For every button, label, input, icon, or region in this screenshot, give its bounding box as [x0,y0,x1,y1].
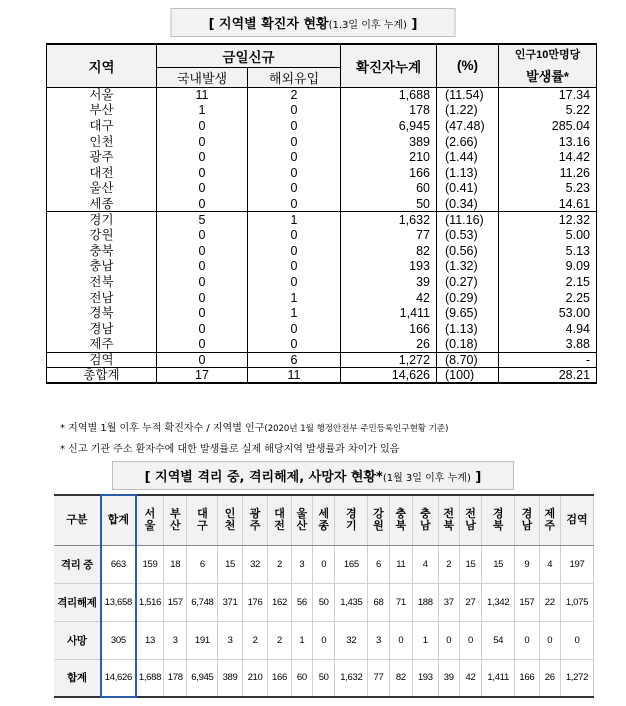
domestic-cell: 5 [157,212,248,228]
cumulative-cell: 1,688 [341,87,437,103]
overseas-cell: 0 [248,149,341,165]
value-cell: 157 [164,583,187,621]
table-row [47,165,597,181]
column-header-label: 경남 [521,508,533,533]
table-row [47,274,597,290]
percent-cell: (8.70) [437,352,499,368]
table-row [47,368,597,384]
percent-cell: (2.66) [437,134,499,150]
column-header-label: 전북 [443,508,455,533]
table-row [47,259,597,275]
region-cell: 경북 [47,305,157,321]
column-header [291,495,312,545]
percent-cell: (0.34) [437,196,499,212]
column-header-label: 구분 [66,514,88,527]
row-label: 합계 [54,659,101,697]
region-cell: 인천 [47,134,157,150]
value-cell: 15 [482,545,515,583]
section1-title-end: ] [406,17,418,32]
cumulative-cell: 1,272 [341,352,437,368]
value-cell: 1,435 [335,583,368,621]
cumulative-cell: 39 [341,274,437,290]
value-cell: 6 [368,545,389,583]
value-cell: 197 [560,545,593,583]
rate-cell: 14.61 [499,196,597,212]
value-cell: 3 [218,621,242,659]
header-cumulative: 확진자누계 [341,44,437,87]
value-cell: 32 [242,545,268,583]
rate-cell: 9.09 [499,259,597,275]
cumulative-cell: 210 [341,149,437,165]
table-row [54,583,594,621]
column-header [459,495,481,545]
rate-cell: 53.00 [499,305,597,321]
domestic-cell: 0 [157,243,248,259]
percent-cell: (0.29) [437,290,499,306]
overseas-cell: 0 [248,274,341,290]
value-cell: 166 [515,659,539,697]
value-cell: 26 [539,659,560,697]
table-row [47,243,597,259]
value-cell: 4 [539,545,560,583]
column-header [539,495,560,545]
percent-cell: (1.44) [437,149,499,165]
percent-cell: (11.54) [437,87,499,103]
cumulative-cell: 77 [341,227,437,243]
value-cell: 178 [164,659,187,697]
region-cell: 울산 [47,181,157,197]
overseas-cell: 0 [248,337,341,353]
value-cell: 176 [242,583,268,621]
percent-cell: (11.16) [437,212,499,228]
cumulative-cell: 42 [341,290,437,306]
overseas-cell: 0 [248,227,341,243]
footnote-1 [60,419,448,434]
region-cell: 충남 [47,259,157,275]
value-cell: 54 [482,621,515,659]
table-row [54,545,594,583]
column-header-label: 인천 [224,508,236,533]
value-cell: 2 [268,545,291,583]
column-header-label: 대전 [274,508,285,533]
value-cell: 13 [136,621,164,659]
footnote-1-main: * 지역별 1월 이후 누적 확진자수 / 지역별 인구 [60,423,265,434]
section1-title-sub: (1.3일 이후 누계) [328,20,407,31]
percent-cell: (0.53) [437,227,499,243]
value-cell: 37 [438,583,459,621]
value-cell: 1,075 [560,583,593,621]
value-cell: 0 [313,621,335,659]
header-rate-line1: 인구10만명당 [514,49,581,62]
value-cell: 3 [291,545,312,583]
table-row [47,87,597,103]
table-row [47,196,597,212]
rate-cell: 28.21 [499,368,597,384]
value-cell: 15 [218,545,242,583]
value-cell: 0 [459,621,481,659]
section2-title-sub: (1월 3일 이후 누계) [382,473,471,484]
domestic-cell: 0 [157,290,248,306]
column-header [515,495,539,545]
column-header [560,495,593,545]
domestic-cell: 0 [157,274,248,290]
table-row [47,337,597,353]
cumulative-cell: 26 [341,337,437,353]
value-cell: 389 [218,659,242,697]
column-header-label: 합계 [107,514,129,527]
column-header [218,495,242,545]
overseas-cell: 11 [248,368,341,384]
column-header-label: 충북 [395,508,407,533]
domestic-cell: 17 [157,368,248,384]
table-row [47,321,597,337]
column-header [136,495,164,545]
value-cell: 188 [413,583,439,621]
percent-cell: (1.13) [437,165,499,181]
column-header [187,495,218,545]
value-cell: 1 [291,621,312,659]
column-header [389,495,412,545]
region-cell: 총합계 [47,368,157,384]
section2-title-main: [ 지역별 격리 중, 격리해제, 사망자 현황* [144,470,383,485]
total-cell: 663 [101,545,136,583]
row-label: 격리해제 [54,583,101,621]
value-cell: 1,411 [482,659,515,697]
table-row [47,149,597,165]
percent-cell: (1.13) [437,321,499,337]
value-cell: 27 [459,583,481,621]
region-cell: 전북 [47,274,157,290]
confirmed-cases-table [46,43,597,384]
percent-cell: (47.48) [437,118,499,134]
value-cell: 18 [164,545,187,583]
footnote-1-small: (2020년 1월 행정안전부 주민등록인구현황 기준) [264,424,449,434]
overseas-cell: 0 [248,243,341,259]
value-cell: 162 [268,583,291,621]
cumulative-cell: 50 [341,196,437,212]
value-cell: 4 [413,545,439,583]
value-cell: 77 [368,659,389,697]
domestic-cell: 0 [157,149,248,165]
domestic-cell: 11 [157,87,248,103]
value-cell: 1,632 [335,659,368,697]
column-header-label: 부산 [169,508,181,533]
domestic-cell: 0 [157,181,248,197]
value-cell: 60 [291,659,312,697]
value-cell: 22 [539,583,560,621]
cumulative-cell: 1,632 [341,212,437,228]
section1-title-main: [ 지역별 확진자 현황 [208,17,329,32]
section2-title [112,461,514,490]
percent-cell: (0.56) [437,243,499,259]
header-new-today: 금일신규 [157,44,341,67]
domestic-cell: 0 [157,227,248,243]
value-cell: 165 [335,545,368,583]
column-header [313,495,335,545]
domestic-cell: 1 [157,103,248,119]
region-cell: 대전 [47,165,157,181]
rate-cell: 14.42 [499,149,597,165]
total-cell: 305 [101,621,136,659]
rate-cell: 5.00 [499,227,597,243]
percent-cell: (1.32) [437,259,499,275]
overseas-cell: 0 [248,196,341,212]
table-row [47,290,597,306]
table-row [54,659,594,697]
value-cell: 42 [459,659,481,697]
value-cell: 1,516 [136,583,164,621]
region-cell: 제주 [47,337,157,353]
column-header-label: 경기 [346,508,357,533]
header-overseas: 해외유입 [248,67,341,87]
value-cell: 0 [560,621,593,659]
overseas-cell: 1 [248,212,341,228]
percent-cell: (0.27) [437,274,499,290]
total-cell: 13,658 [101,583,136,621]
value-cell: 2 [438,545,459,583]
value-cell: 11 [389,545,412,583]
value-cell: 50 [313,583,335,621]
column-header-label: 광주 [249,508,261,533]
column-header-label: 경북 [492,508,504,533]
value-cell: 3 [164,621,187,659]
percent-cell: (0.41) [437,181,499,197]
confirmed-cases-body [47,87,597,383]
table-row [47,134,597,150]
column-header-label: 검역 [566,514,588,527]
region-cell: 충북 [47,243,157,259]
row-label: 사망 [54,621,101,659]
overseas-cell: 6 [248,352,341,368]
region-cell: 경남 [47,321,157,337]
rate-cell: 13.16 [499,134,597,150]
region-cell: 검역 [47,352,157,368]
domestic-cell: 0 [157,352,248,368]
column-header-label: 제주 [544,508,556,533]
percent-cell: (100) [437,368,499,384]
column-header [268,495,291,545]
rate-cell: 5.22 [499,103,597,119]
overseas-cell: 0 [248,118,341,134]
value-cell: 3 [368,621,389,659]
value-cell: 157 [515,583,539,621]
domestic-cell: 0 [157,337,248,353]
total-cell: 14,626 [101,659,136,697]
isolation-status-body [54,545,594,697]
overseas-cell: 0 [248,103,341,119]
rate-cell: 17.34 [499,87,597,103]
column-header [335,495,368,545]
column-header-label: 강원 [373,508,384,533]
domestic-cell: 0 [157,165,248,181]
overseas-cell: 0 [248,181,341,197]
column-header-label: 서울 [144,508,156,533]
header-rate-line2: 발생률* [526,69,569,85]
rate-cell: 4.94 [499,321,597,337]
rate-cell: - [499,352,597,368]
column-header [54,495,101,545]
cumulative-cell: 166 [341,165,437,181]
value-cell: 1,272 [560,659,593,697]
column-header-label: 울산 [296,508,308,533]
value-cell: 159 [136,545,164,583]
value-cell: 32 [335,621,368,659]
column-header [438,495,459,545]
value-cell: 1,688 [136,659,164,697]
overseas-cell: 1 [248,290,341,306]
value-cell: 371 [218,583,242,621]
value-cell: 15 [459,545,481,583]
region-cell: 경기 [47,212,157,228]
column-header-label: 충남 [419,508,431,533]
footnote-2: * 신고 기관 주소 환자수에 대한 발생률로 실제 해당지역 발생률과 차이가 있음 [60,444,400,455]
isolation-status-table [54,494,594,698]
column-header [242,495,268,545]
value-cell: 166 [268,659,291,697]
rate-cell: 5.23 [499,181,597,197]
header-rate [499,44,597,87]
value-cell: 191 [187,621,218,659]
value-cell: 0 [313,545,335,583]
section1-title [171,8,456,37]
value-cell: 82 [389,659,412,697]
domestic-cell: 0 [157,321,248,337]
section2-title-end: ] [470,470,482,485]
value-cell: 0 [389,621,412,659]
overseas-cell: 2 [248,87,341,103]
rate-cell: 5.13 [499,243,597,259]
column-header [368,495,389,545]
header-domestic: 국내발생 [157,67,248,87]
table-row [47,352,597,368]
value-cell: 6,945 [187,659,218,697]
region-cell: 강원 [47,227,157,243]
value-cell: 0 [539,621,560,659]
value-cell: 1 [413,621,439,659]
value-cell: 9 [515,545,539,583]
domestic-cell: 0 [157,118,248,134]
row-label: 격리 중 [54,545,101,583]
cumulative-cell: 389 [341,134,437,150]
value-cell: 56 [291,583,312,621]
value-cell: 1,342 [482,583,515,621]
header-percent: (%) [437,44,499,87]
cumulative-cell: 14,626 [341,368,437,384]
column-header-label: 세종 [318,508,329,533]
cumulative-cell: 1,411 [341,305,437,321]
value-cell: 68 [368,583,389,621]
rate-cell: 11.26 [499,165,597,181]
cumulative-cell: 60 [341,181,437,197]
isolation-header-row [54,495,594,545]
table-row [47,227,597,243]
domestic-cell: 0 [157,305,248,321]
region-cell: 대구 [47,118,157,134]
domestic-cell: 0 [157,196,248,212]
table-row [47,181,597,197]
value-cell: 6,748 [187,583,218,621]
region-cell: 서울 [47,87,157,103]
column-header [413,495,439,545]
region-cell: 세종 [47,196,157,212]
header-region: 지역 [47,44,157,87]
column-header-label: 대구 [197,508,208,533]
cumulative-cell: 82 [341,243,437,259]
domestic-cell: 0 [157,259,248,275]
value-cell: 0 [515,621,539,659]
column-header-label: 전남 [465,508,476,533]
overseas-cell: 0 [248,321,341,337]
region-cell: 광주 [47,149,157,165]
overseas-cell: 0 [248,134,341,150]
cumulative-cell: 6,945 [341,118,437,134]
column-header [164,495,187,545]
rate-cell: 285.04 [499,118,597,134]
region-cell: 부산 [47,103,157,119]
cumulative-cell: 178 [341,103,437,119]
value-cell: 39 [438,659,459,697]
value-cell: 210 [242,659,268,697]
percent-cell: (1.22) [437,103,499,119]
percent-cell: (0.18) [437,337,499,353]
overseas-cell: 0 [248,165,341,181]
overseas-cell: 0 [248,259,341,275]
value-cell: 193 [413,659,439,697]
rate-cell: 12.32 [499,212,597,228]
value-cell: 50 [313,659,335,697]
region-cell: 전남 [47,290,157,306]
table-row [47,118,597,134]
value-cell: 6 [187,545,218,583]
table-row [54,621,594,659]
value-cell: 71 [389,583,412,621]
column-header [101,495,136,545]
table-row [47,212,597,228]
table-row [47,305,597,321]
overseas-cell: 1 [248,305,341,321]
percent-cell: (9.65) [437,305,499,321]
table-row [47,103,597,119]
cumulative-cell: 166 [341,321,437,337]
value-cell: 2 [268,621,291,659]
rate-cell: 3.88 [499,337,597,353]
value-cell: 0 [438,621,459,659]
rate-cell: 2.25 [499,290,597,306]
rate-cell: 2.15 [499,274,597,290]
domestic-cell: 0 [157,134,248,150]
column-header [482,495,515,545]
value-cell: 2 [242,621,268,659]
cumulative-cell: 193 [341,259,437,275]
